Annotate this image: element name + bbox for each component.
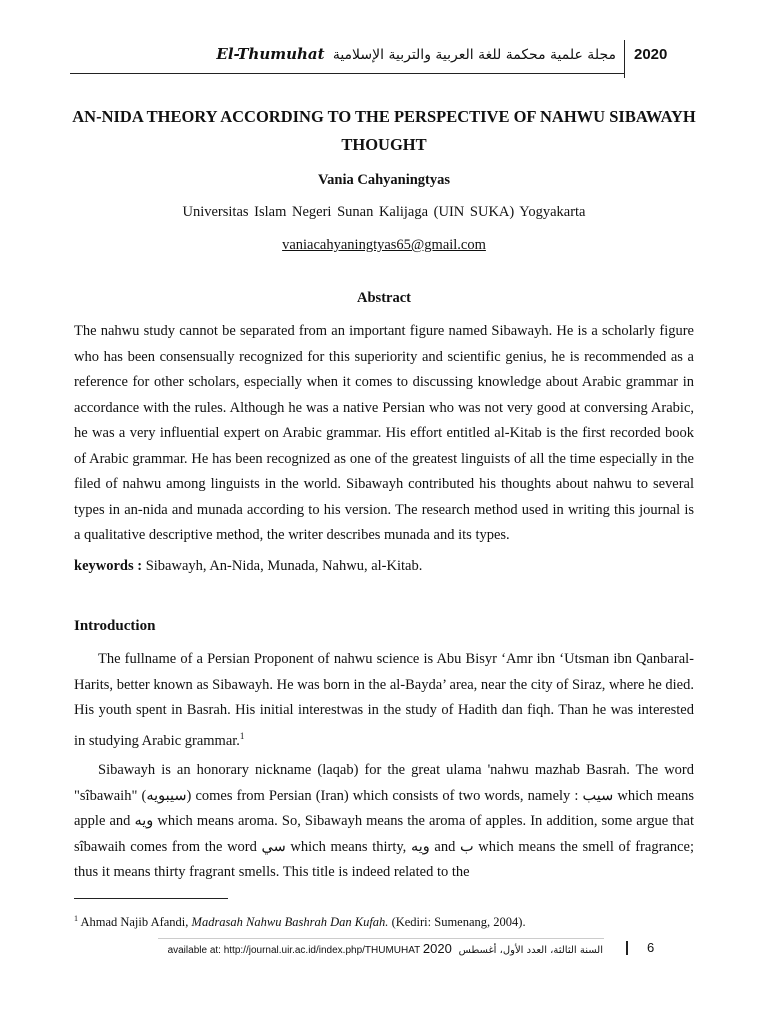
journal-name	[216, 44, 616, 64]
page-number: 6	[647, 940, 655, 955]
footer-rule	[158, 938, 604, 939]
introduction-heading: Introduction	[74, 618, 156, 634]
page-header	[0, 0, 768, 80]
footnote-number: 1	[74, 914, 78, 923]
keywords-text: Sibawayh, An-Nida, Munada, Nahwu, al-Kitab.	[145, 558, 423, 574]
keywords-line	[74, 554, 694, 580]
author-email-line	[0, 237, 768, 254]
author-name: Vania Cahyaningtyas	[317, 172, 451, 188]
introduction-paragraph-1	[74, 647, 694, 754]
footer-divider-vertical	[626, 941, 628, 955]
header-rule	[70, 73, 624, 74]
abstract-text: The nahwu study cannot be separated from an important figure named Sibawayh. He is a scholarly figure who has been consensually recognized for this superiority and scientific genius, he is recommended as a reference for other scholars, especially when it comes to discussing knowledge about Arabic grammar in accordance with the rules. Although he was a native Persian who was not very good at conversing Arabic, he was a very influential expert on Arabic grammar. His effort entitled al-Kitab is the first recorded book of Arabic grammar. He has been recognized as one of the greatest linguists of all the time especially in the filed of nahwu among linguists in the world. Sibawayh contributed his thoughts about nahwu to several types in an-nida and munada according to his version. The research method used in writing this journal is a qualitative descriptive method, the writer describes munada and its types.	[74, 323, 694, 543]
paper-title: AN-NIDA THEORY ACCORDING TO THE PERSPECTIVE OF NAHWU SIBAWAYH THOUGHT	[72, 107, 696, 154]
abstract-heading: Abstract	[357, 290, 411, 306]
journal-name-latin: El-Thumuhat	[216, 45, 325, 63]
author-email-link[interactable]: vaniacahyaningtyas65@gmail.com	[282, 237, 486, 253]
footnote-rule	[74, 898, 228, 899]
keywords-label: keywords :	[74, 558, 143, 574]
footer-year: 2020	[422, 941, 452, 956]
footnote-author: Ahmad Najib Afandi,	[80, 915, 189, 930]
footnote	[74, 914, 526, 930]
footnote-reference[interactable]: 1	[239, 730, 245, 741]
journal-name-arabic: مجلة علمية محكمة للغة العربية والتربية الإسلامية	[332, 47, 616, 63]
introduction-paragraph-1-text: The fullname of a Persian Proponent of nahwu science is Abu Bisyr ‘Amr ibn ‘Utsman ibn Qanbaral-Harits, better known as Sibawayh. He was born in the al-Bayda’ area, near the city of Siraz, where he died. His youth spent in Basrah. His initial interestwas in the study of Hadith dan fiqh. Than he was interested in studying Arabic grammar.	[74, 651, 694, 749]
footnote-title: Madrasah Nahwu Bashrah Dan Kufah.	[191, 915, 389, 930]
footnote-publisher: (Kediri: Sumenang, 2004).	[391, 915, 526, 930]
header-year: 2020	[634, 46, 668, 63]
page-footer	[168, 941, 603, 956]
footer-available-link[interactable]: available at: http://journal.uir.ac.id/index.php/THUMUHAT	[167, 945, 421, 956]
introduction-paragraph-2: Sibawayh is an honorary nickname (laqab) for the great ulama 'nahwu mazhab Basrah. The word "sîbawaih" (سيبويه) comes from Persian (Iran) which consists of two words, namely : سيب which means apple and ويه which means aroma. So, Sibawayh means the aroma of apples. In addition, some argue that sîbawaih comes from the word سي which means thirty, ويه and ب which means the smell of fragrance; thus it means thirty fragrant smells. This title is indeed related to the	[74, 762, 694, 880]
header-divider-vertical	[624, 40, 625, 78]
footer-issue-arabic: السنة الثالثة، العدد الأول، أغسطس	[458, 945, 603, 956]
author-affiliation: Universitas Islam Negeri Sunan Kalijaga (UIN SUKA) Yogyakarta	[182, 204, 586, 220]
